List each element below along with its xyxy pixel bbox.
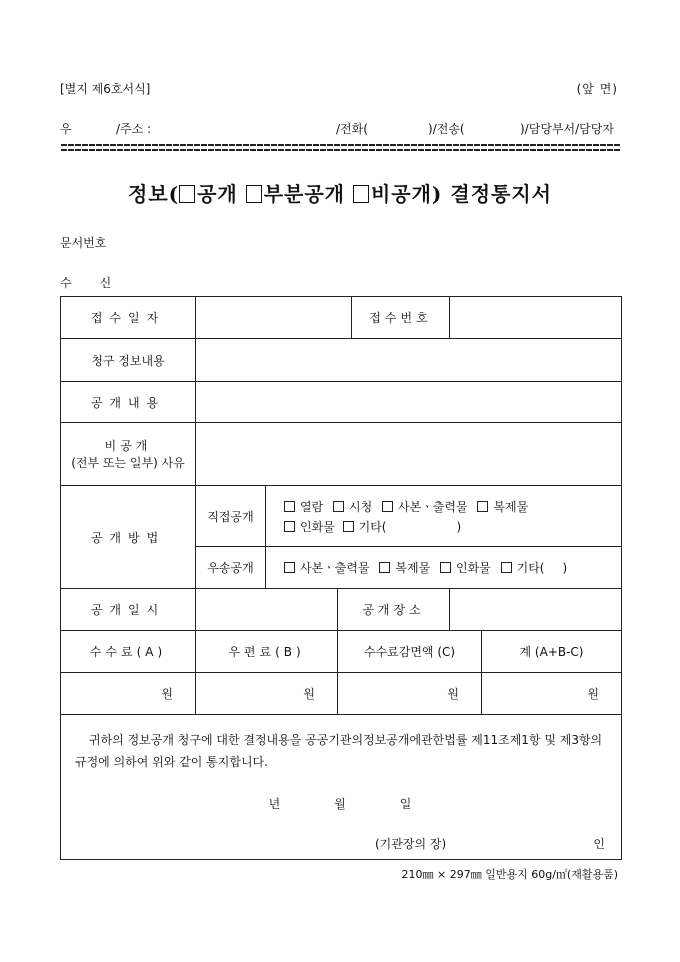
nondisclosure-reason-label (61, 423, 196, 486)
fee-amount-field[interactable]: 원 (61, 673, 196, 715)
fee-label: 수수료(A) (61, 631, 196, 673)
receipt-number-field[interactable] (450, 297, 622, 339)
signature-line (75, 833, 607, 851)
title-suffix: 결정통지서 (450, 182, 552, 206)
direct-options (266, 486, 622, 547)
authority-label: (기관장의 장) (375, 837, 447, 851)
total-label: 계 (A+B-C) (482, 631, 622, 673)
direct-options-line-1 (284, 498, 621, 515)
disclosure-place-label: 공개장소 (338, 589, 450, 631)
mail-options (266, 547, 622, 589)
table-row (61, 382, 622, 423)
table-row (61, 631, 622, 673)
date-year: 년 (268, 797, 283, 811)
checkbox-icon[interactable] (382, 501, 393, 512)
recipient-label (60, 274, 139, 291)
option-replica: 복제물 (493, 499, 529, 514)
notice-text: 귀하의 정보공개 청구에 대한 결정내용을 공공기관의정보공개에관한법률 제11조제1항 및 제3항의 규정에 의하여 위와 같이 통지합니다. (75, 733, 603, 769)
checkbox-icon[interactable] (501, 562, 512, 573)
option-other: 기타( (358, 519, 387, 534)
reduction-amount-field[interactable]: 원 (338, 673, 482, 715)
decision-form-table (60, 296, 622, 860)
table-row (61, 589, 622, 631)
title-prefix: 정보( (128, 182, 180, 206)
checkbox-icon[interactable] (477, 501, 488, 512)
disclosure-place-field[interactable] (450, 589, 622, 631)
paper-spec: 210㎜ × 297㎜ 일반용지 60g/㎡(재활용품) (401, 868, 618, 881)
nondisclosure-line-1: 비공개 (104, 439, 152, 453)
nondisclosure-reason-field[interactable] (196, 423, 622, 486)
recipient-char-1: 수 (60, 276, 72, 290)
table-row (61, 486, 622, 547)
checkbox-icon[interactable] (333, 501, 344, 512)
mail-option-copy: 사본ㆍ출력물 (300, 561, 370, 575)
mail-disclosure-label: 우송공개 (196, 547, 266, 589)
option-copy: 사본ㆍ출력물 (398, 499, 468, 514)
direct-options-line-2 (284, 518, 621, 535)
fee-reduction-label: 수수료감면액 (C) (338, 631, 482, 673)
mail-option-other: 기타( (516, 561, 545, 575)
checkbox-icon[interactable] (246, 185, 262, 203)
table-row (61, 673, 622, 715)
table-row (61, 715, 622, 860)
form-number: [별지 제6호서식] (60, 82, 151, 96)
disclosure-date-label: 공개일시 (61, 589, 196, 631)
option-print: 인화물 (300, 519, 335, 534)
checkbox-icon[interactable] (440, 562, 451, 573)
seal-label: 인 (593, 837, 606, 851)
checkbox-icon[interactable] (179, 185, 195, 203)
sender-info-line (60, 120, 620, 136)
disclosure-content-field[interactable] (196, 382, 622, 423)
table-row (61, 423, 622, 486)
date-month: 월 (334, 797, 348, 811)
address-label: /주소 : (116, 122, 152, 136)
requested-info-field[interactable] (196, 339, 622, 382)
title-option-full: 공개 (197, 182, 238, 206)
table-row (61, 339, 622, 382)
receipt-date-label: 접수일자 (61, 297, 196, 339)
page-side-label: (앞 면) (576, 82, 618, 96)
document-title (0, 178, 680, 207)
department-label: )/담당부서/담당자 (520, 122, 614, 136)
option-other-close: ) (456, 519, 462, 534)
checkbox-icon[interactable] (284, 501, 295, 512)
checkbox-icon[interactable] (343, 521, 354, 532)
mail-option-other-close: ) (562, 561, 568, 575)
disclosure-date-field[interactable] (196, 589, 338, 631)
checkbox-icon[interactable] (284, 521, 295, 532)
nondisclosure-line-2: (전부 또는 일부) 사유 (71, 456, 185, 470)
title-option-none: 비공개) (370, 182, 443, 206)
date-day: 일 (399, 797, 414, 811)
disclosure-content-label: 공개내용 (61, 382, 196, 423)
checkbox-icon[interactable] (284, 562, 295, 573)
option-watch: 시청 (349, 499, 373, 514)
requested-info-label: 청구 정보내용 (61, 339, 196, 382)
header-rule-dash (60, 142, 620, 151)
total-amount-field[interactable]: 원 (482, 673, 622, 715)
disclosure-method-label: 공개방법 (61, 486, 196, 589)
title-option-partial: 부분공개 (263, 182, 345, 206)
notice-section (61, 715, 622, 860)
postage-label: 우편료(B) (196, 631, 338, 673)
fax-label: )/전송( (428, 122, 465, 136)
mail-option-print: 인화물 (456, 561, 491, 575)
recipient-char-2: 신 (99, 276, 112, 290)
notice-date (75, 793, 607, 815)
phone-label: /전화( (336, 122, 368, 136)
document-number-label: 문서번호 (60, 236, 107, 250)
option-view: 열람 (300, 499, 324, 514)
postage-amount-field[interactable]: 원 (196, 673, 338, 715)
mail-option-replica: 복제물 (395, 561, 431, 575)
table-row (61, 297, 622, 339)
direct-disclosure-label: 직접공개 (196, 486, 266, 547)
postal-label: 우 (60, 122, 72, 136)
receipt-date-field[interactable] (196, 297, 352, 339)
checkbox-icon[interactable] (379, 562, 390, 573)
receipt-number-label: 접수번호 (352, 297, 450, 339)
checkbox-icon[interactable] (353, 185, 369, 203)
